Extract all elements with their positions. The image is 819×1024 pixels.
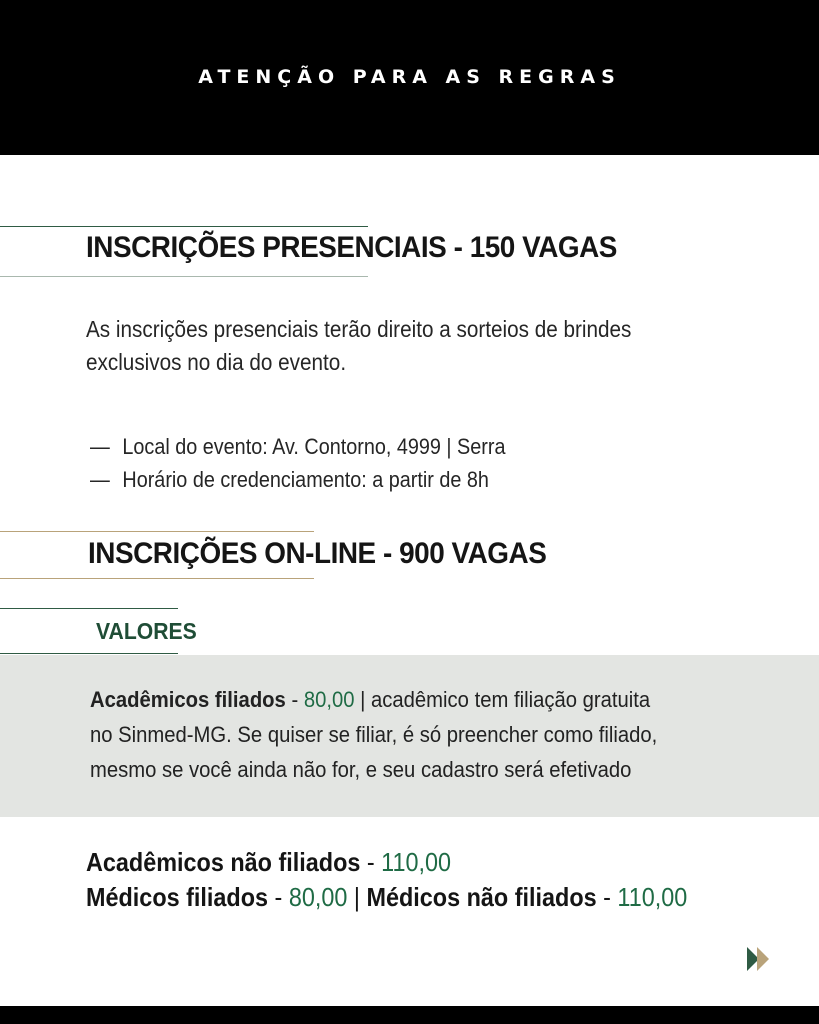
- decor-line: [0, 276, 368, 277]
- bottom-bar: [0, 1006, 819, 1024]
- academicos-nao-filiados-price: 110,00: [381, 847, 452, 877]
- academicos-filiados-price: 80,00: [303, 687, 355, 712]
- highlight-line1: [90, 682, 657, 717]
- decor-line: [0, 531, 314, 532]
- price-row: [86, 845, 687, 880]
- decor-line: [0, 653, 178, 654]
- list-item: [90, 430, 505, 463]
- divider: |: [347, 882, 367, 912]
- medicos-nao-filiados-price: 110,00: [617, 882, 688, 912]
- dash-marker: —: [90, 434, 110, 459]
- valores-label: VALORES: [96, 618, 197, 644]
- presencial-description-line1: As inscrições presenciais terão direito a sorteios de brindes: [86, 316, 632, 342]
- highlight-line3: mesmo se você ainda não for, e seu cadastro será efetivado: [90, 757, 632, 782]
- event-info-list: [90, 430, 552, 496]
- medicos-filiados-price: 80,00: [288, 882, 348, 912]
- price-row: [86, 880, 687, 915]
- medicos-nao-filiados-label: Médicos não filiados: [366, 882, 597, 912]
- banner-title: ATENÇÃO PARA AS REGRAS: [198, 66, 621, 88]
- presencial-description-line2: exclusivos no dia do evento.: [86, 349, 347, 375]
- dash-marker: —: [90, 467, 110, 492]
- heading-online: INSCRIÇÕES ON-LINE - 900 VAGAS: [88, 537, 547, 570]
- top-banner: [0, 0, 819, 155]
- highlight-line1-rest: | acadêmico tem filiação gratuita: [354, 687, 651, 712]
- event-checkin-time: Horário de credenciamento: a partir de 8h: [122, 467, 489, 492]
- highlight-line2: no Sinmed-MG. Se quiser se filiar, é só preencher como filiado,: [90, 722, 658, 747]
- event-location: Local do evento: Av. Contorno, 4999 | Serra: [122, 434, 506, 459]
- highlight-text: [90, 682, 657, 787]
- separator: -: [285, 687, 304, 712]
- decor-line: [0, 608, 178, 609]
- list-item: [90, 463, 505, 496]
- medicos-filiados-label: Médicos filiados: [86, 882, 269, 912]
- academicos-nao-filiados-label: Acadêmicos não filiados: [86, 847, 361, 877]
- price-list: [86, 845, 687, 915]
- separator: -: [360, 847, 382, 877]
- decor-line: [0, 226, 368, 227]
- separator: -: [268, 882, 289, 912]
- separator: -: [596, 882, 618, 912]
- decor-line: [0, 578, 314, 579]
- heading-presenciais: INSCRIÇÕES PRESENCIAIS - 150 VAGAS: [86, 231, 617, 264]
- double-chevron-right-icon[interactable]: [745, 944, 775, 974]
- academicos-filiados-label: Acadêmicos filiados: [90, 687, 286, 712]
